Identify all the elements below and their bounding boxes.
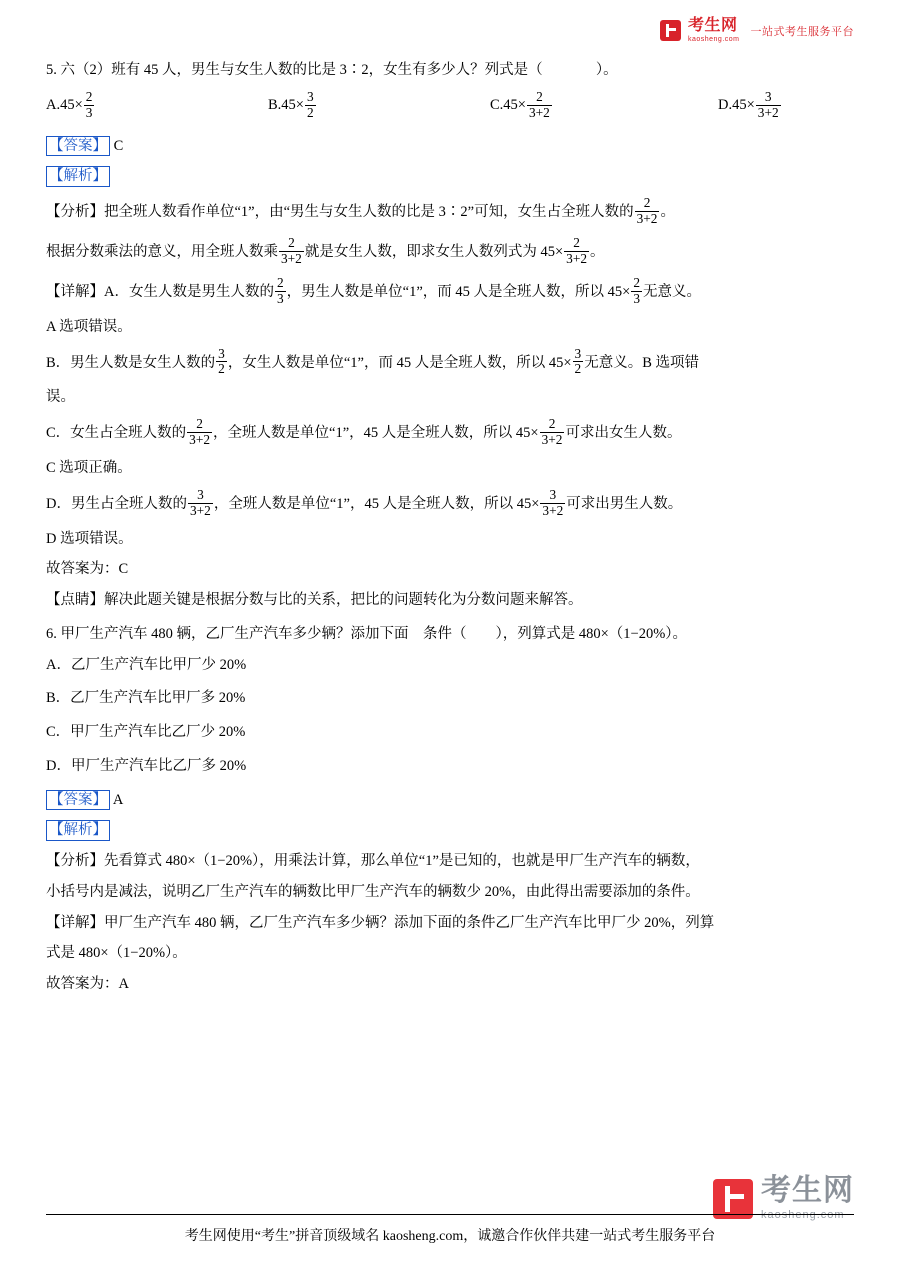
option-d-label: D. [718,97,733,114]
question-6-choice-b: B．乙厂生产汽车比甲厂多 20% [46,690,246,707]
question-5-final-answer: 故答案为：C [46,561,129,578]
fraction-3-over-2: $\frac{3}{2}$ [574,345,582,377]
question-6-detail-line-1 [46,913,854,935]
fraction-2-over-3plus2: $\frac{2}{3+2}$ [281,235,302,266]
question-5-detail-line-4: 误。 [46,389,75,406]
option-c-denominator: 3+2 [528,104,550,120]
logo-tagline: 一站式考生服务平台 [750,25,854,38]
site-logo-header [660,18,854,43]
question-5-detail-line-1: 【详解】A．女生人数是男生人数的 $\frac{2}{3}$ ，男生人数是单位“1”，而 45 人是全班人数，所以 45× $\frac{2}{3}$ 无意义。 [46,274,702,306]
option-c-label: C. [490,97,504,114]
tip-text: 解决此题关键是根据分数与比的关系，把比的问题转化为分数问题来解答。 [104,592,583,609]
question-6-choice-a: A．乙厂生产汽车比甲厂少 20% [46,656,247,673]
analysis-tag: 【解析】 [46,166,110,186]
option-b-fraction [305,90,316,121]
fraction-3-over-3plus2: $\frac{3}{3+2}$ [189,486,211,518]
question-5-answer [46,136,854,158]
page-footer [46,1214,854,1245]
answer-tag: 【答案】 [46,136,110,156]
option-a-denominator: 3 [85,104,93,120]
answer-value: A [112,791,124,808]
question-6-answer [46,790,854,812]
analysis-label: 【分析】 [46,203,104,220]
fraction-2-over-3: $\frac{2}{3}$ [276,274,284,306]
option-a-expr: 45× [60,97,83,114]
question-5-analysis-line-2: 根据分数乘法的意义，用全班人数乘 $\frac{2}{3+2}$ 就是女生人数，即求女生人数列式为 45× $\frac{2}{3+2}$ 。 [46,235,605,266]
question-5-detail-line-2: A 选项错误。 [46,318,132,335]
question-5-detail-line-3: B．男生人数是女生人数的 $\frac{3}{2}$ ，女生人数是单位“1”，而 45 人是全班人数，所以 45× $\frac{3}{2}$ 无意义。B 选项错 [46,345,699,377]
logo-domain: kaosheng.com [687,36,740,43]
question-5-number: 5. [46,62,57,78]
question-5-stem [46,60,854,82]
fraction-3-over-2: $\frac{3}{2}$ [218,345,225,377]
analysis-text-1: 先看算式 480×（1−20%），用乘法计算，那么单位“1”是已知的，也就是甲厂生产汽车的辆数， [104,853,700,870]
question-5-detail-line-8: D 选项错误。 [46,530,133,547]
question-6-analysis-tag [46,820,854,842]
question-5-stem-text: 六（2）班有 45 人，男生与女生人数的比是 3∶2，女生有多少人？列式是（ [60,62,543,78]
option-d-numerator: 3 [764,88,772,104]
question-6-stem-text: 甲厂生产汽车 480 辆，乙厂生产汽车多少辆？添加下面 条件（ ），列算式是 480×（1−20%）。 [60,625,688,642]
question-6-choice-c: C．甲厂生产汽车比乙厂少 20% [46,724,246,741]
option-d-fraction [756,90,781,121]
option-d-expr: 45× [732,97,755,114]
tip-label: 【点睛】 [46,592,104,609]
fraction-2-over-3plus2: $\frac{2}{3+2}$ [636,195,658,227]
question-6-choice-d: D．甲厂生产汽车比乙厂多 20% [46,757,247,774]
option-c-fraction [527,90,552,121]
question-5-detail-line-7: D．男生占全班人数的 $\frac{3}{3+2}$ ，全班人数是单位“1”，45 人是全班人数，所以 45× $\frac{3}{3+2}$ 可求出男生人数。 [46,486,683,518]
fraction-2-over-3plus2: $\frac{2}{3+2}$ [566,235,588,266]
analysis-label: 【分析】 [46,853,104,870]
question-5-analysis-tag [46,166,854,188]
question-6-analysis-line-2: 小括号内是减法，说明乙厂生产汽车的辆数比甲厂生产汽车的辆数少 20%，由此得出需要添加的条件。 [46,883,700,900]
option-a [46,88,268,122]
kaosheng-logo-icon [660,20,681,41]
option-a-fraction [84,90,95,121]
answer-value: C [113,137,124,154]
fraction-2-over-3: $\frac{2}{3}$ [633,274,641,306]
question-5-detail-line-6: C 选项正确。 [46,460,132,476]
option-a-numerator: 2 [85,88,93,104]
option-c-numerator: 2 [536,88,543,104]
watermark-domain: kaosheng.com [761,1209,845,1221]
option-b-label: B. [268,97,282,114]
fraction-2-over-3plus2: $\frac{2}{3+2}$ [189,416,211,448]
option-b [268,88,490,122]
question-5-options [46,88,854,122]
option-b-numerator: 3 [306,88,314,104]
option-b-denominator: 2 [306,104,314,120]
logo-text [688,18,740,43]
option-d-denominator: 3+2 [757,104,779,120]
option-c-expr: 45× [503,97,526,114]
question-6-analysis-line-1 [46,851,854,873]
question-5-detail-line-5: C．女生占全班人数的 $\frac{2}{3+2}$ ，全班人数是单位“1”，45 人是全班人数，所以 45× $\frac{2}{3+2}$ 可求出女生人数。 [46,416,682,448]
fraction-3-over-3plus2: $\frac{3}{3+2}$ [542,486,564,518]
logo-name: 考生网 [687,17,738,34]
detail-label: 【详解】 [46,914,104,931]
question-5-tip [46,590,854,612]
answer-tag: 【答案】 [46,790,110,810]
watermark-name: 考生网 [761,1174,854,1207]
option-c [490,88,718,122]
detail-label: 【详解】 [46,283,104,300]
option-d [718,88,848,122]
question-6-number: 6. [46,625,57,642]
question-5-stem-tail: ）。 [595,62,618,78]
watermark-logo-icon [713,1179,753,1219]
fraction-2-over-3plus2: $\frac{2}{3+2}$ [541,416,563,448]
footer-text: 考生网使用“考生”拼音顶级域名 kaosheng.com，诚邀合作伙伴共建一站式考生服务平台 [184,1229,716,1244]
question-6-stem [46,624,854,646]
option-b-expr: 45× [281,97,304,114]
question-5-analysis-line-1: 【分析】把全班人数看作单位“1”，由“男生与女生人数的比是 3∶2”可知，女生占全班人数的 $\frac{2}{3+2}$ 。 [46,195,675,227]
option-a-label: A. [46,97,61,114]
question-6-final-answer: 故答案为：A [46,976,129,993]
analysis-tag: 【解析】 [46,820,110,840]
document-body [46,60,854,1008]
question-6-detail-line-2: 式是 480×（1−20%）。 [46,945,187,962]
detail-text-1: 甲厂生产汽车 480 辆，乙厂生产汽车多少辆？添加下面的条件乙厂生产汽车比甲厂少 20%，列算 [104,914,715,931]
